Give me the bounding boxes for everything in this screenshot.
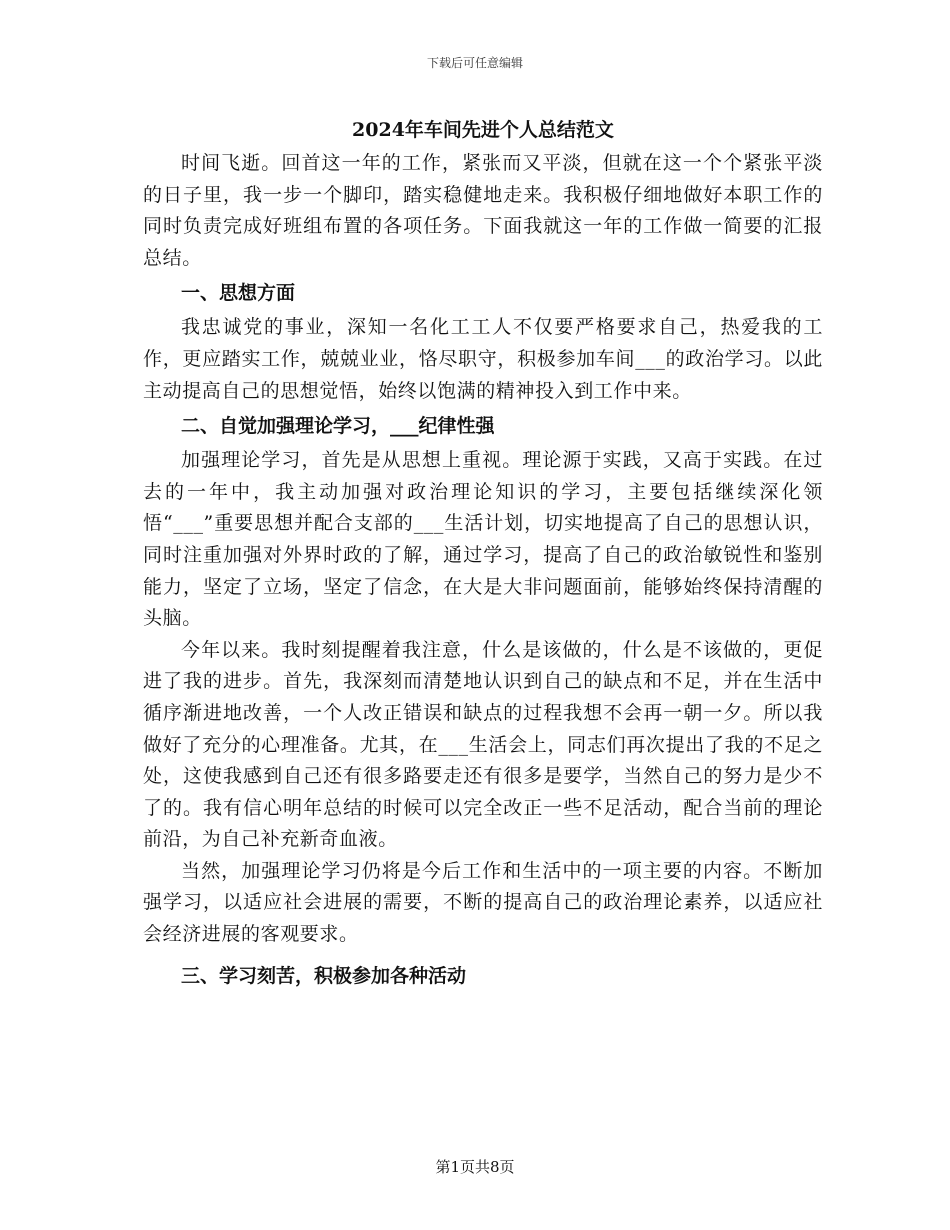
document-title: 2024年车间先进个人总结范文 xyxy=(352,119,614,141)
section1-paragraph-1: 我忠诚党的事业，深知一名化工工人不仅要严格要求自己，热爱我的工作，更应踏实工作，兢兢业业，恪尽职守，积极参加车间___的政治学习。以此主动提高自己的思想觉悟，始终以饱满的精神投入到工作中来。 xyxy=(143,316,823,402)
section2-paragraph-3: 当然，加强理论学习仍将是今后工作和生活中的一项主要的内容。不断加强学习，以适应社会进展的需要，不断的提高自己的政治理论素养，以适应社会经济进展的客观要求。 xyxy=(143,859,823,946)
section-heading-1: 一、思想方面 xyxy=(181,282,296,305)
section2-paragraph-1: 加强理论学习，首先是从思想上重视。理论源于实践，又高于实践。在过去的一年中，我主动加强对政治理论知识的学习，主要包括继续深化领悟“___”重要思想并配合支部的___生活计划，切实地提高了自己的思想认识，同时注重加强对外界时政的了解，通过学习，提高了自己的政治敏锐性和鉴别能力，坚定了立场，坚定了信念，在大是大非问题面前，能够始终保持清醒的头脑。 xyxy=(143,449,823,630)
section2-paragraph-2: 今年以来。我时刻提醒着我注意，什么是该做的，什么是不该做的，更促进了我的进步。首先，我深刻而清楚地认识到自己的缺点和不足，并在生活中循序渐进地改善，一个人改正错误和缺点的过程我想不会再一朝一夕。所以我做好了充分的心理准备。尤其，在___生活会上，同志们再次提出了我的不足之处，这使我感到自己还有很多路要走还有很多是要学，当然自己的努力是少不了的。我有信心明年总结的时候可以完全改正一些不足活动，配合当前的理论前沿，为自己补充新奇血液。 xyxy=(143,638,823,851)
section-heading-2: 二、自觉加强理论学习，___纪律性强 xyxy=(181,415,495,438)
intro-paragraph: 时间飞逝。回首这一年的工作，紧张而又平淡，但就在这一个个紧张平淡的日子里，我一步一个脚印，踏实稳健地走来。我积极仔细地做好本职工作的同时负责完成好班组布置的各项任务。下面我就这一年的工作做一简要的汇报总结。 xyxy=(143,152,823,269)
document-body xyxy=(143,116,823,995)
section-heading-3: 三、学习刻苦，积极参加各种活动 xyxy=(181,964,467,987)
page-number-footer: 第1页共8页 xyxy=(435,1158,515,1176)
page-header-note: 下载后可任意编辑 xyxy=(426,56,523,70)
